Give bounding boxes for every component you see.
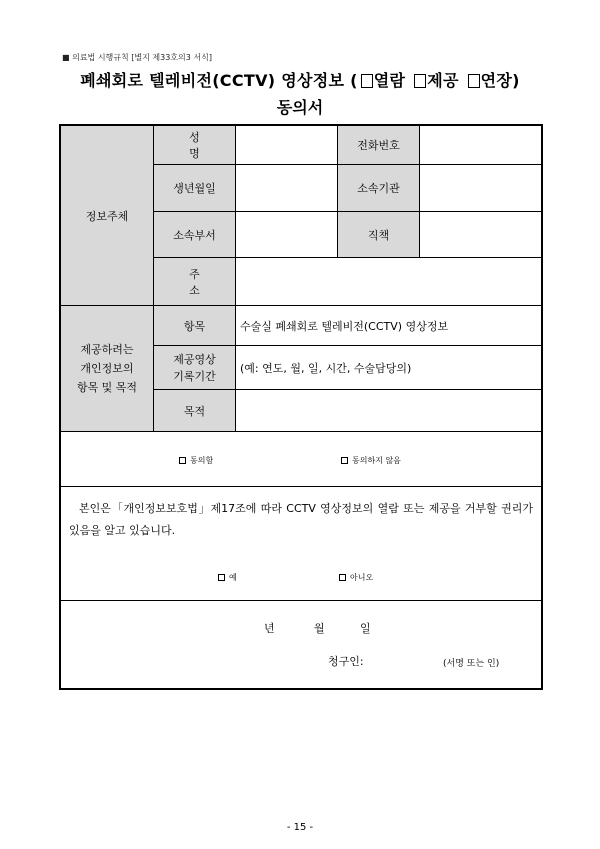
purpose-field[interactable]	[236, 390, 541, 432]
address-field[interactable]	[236, 258, 541, 306]
yes-checkbox[interactable]	[218, 574, 225, 581]
agree-label: 동의함	[190, 456, 214, 465]
form-subtitle: 동의서	[276, 98, 324, 117]
agree-checkbox[interactable]	[179, 457, 186, 464]
phone-label: 전화번호	[338, 126, 420, 165]
disagree-checkbox[interactable]	[341, 457, 348, 464]
dept-label: 소속부서	[154, 212, 236, 258]
view-checkbox[interactable]	[361, 74, 373, 88]
date-year: 년	[264, 622, 275, 635]
disagree-option[interactable]	[341, 455, 401, 466]
period-field[interactable]: (예: 연도, 월, 일, 시간, 수술담당의)	[236, 346, 541, 390]
no-label: 아니오	[350, 573, 374, 582]
purpose-label: 목적	[154, 390, 236, 432]
phone-field[interactable]	[420, 126, 541, 165]
section-subject: 정보주체	[61, 126, 154, 306]
consent-form-table	[59, 124, 543, 690]
position-label: 직책	[338, 212, 420, 258]
title-opt-extend: 연장)	[480, 71, 520, 90]
form-title	[0, 68, 600, 91]
consent-row	[61, 432, 541, 487]
org-field[interactable]	[420, 165, 541, 212]
page-number: - 15 -	[286, 822, 314, 833]
position-field[interactable]	[420, 212, 541, 258]
item-label: 항목	[154, 306, 236, 346]
no-checkbox[interactable]	[339, 574, 346, 581]
title-prefix: 폐쇄회로 텔레비전(CCTV) 영상정보 (	[80, 71, 358, 90]
title-opt-view: 열람	[373, 71, 406, 90]
title-opt-provide: 제공	[427, 71, 459, 90]
item-value: 수술실 폐쇄회로 텔레비전(CCTV) 영상정보	[236, 306, 541, 346]
date-day: 일	[360, 622, 371, 635]
signer-label: 청구인:	[328, 655, 364, 668]
signature-note: (서명 또는 인)	[443, 659, 500, 669]
section-provision: 제공하려는 개인정보의 항목 및 목적	[61, 306, 154, 432]
org-label: 소속기관	[338, 165, 420, 212]
birth-field[interactable]	[236, 165, 338, 212]
agree-option[interactable]	[179, 455, 213, 466]
form-header-note: ■ 의료법 시행규칙 [별지 제33호의3 서식]	[62, 53, 212, 62]
period-label: 제공영상 기록기간	[154, 346, 236, 390]
birth-label: 생년월일	[154, 165, 236, 212]
extend-checkbox[interactable]	[468, 74, 480, 88]
name-field[interactable]	[236, 126, 338, 165]
date-month: 월	[314, 622, 325, 635]
disagree-label: 동의하지 않음	[352, 456, 401, 465]
rights-statement: 본인은「개인정보보호법」제17조에 따라 CCTV 영상정보의 열람 또는 제공을 거부할 권리가 있음을 알고 있습니다.	[69, 502, 533, 537]
dept-field[interactable]	[236, 212, 338, 258]
yes-label: 예	[229, 573, 237, 582]
name-label: 성 명	[154, 126, 236, 165]
no-option[interactable]	[339, 572, 373, 583]
provide-checkbox[interactable]	[414, 74, 426, 88]
yes-option[interactable]	[218, 572, 237, 583]
address-label: 주 소	[154, 258, 236, 306]
